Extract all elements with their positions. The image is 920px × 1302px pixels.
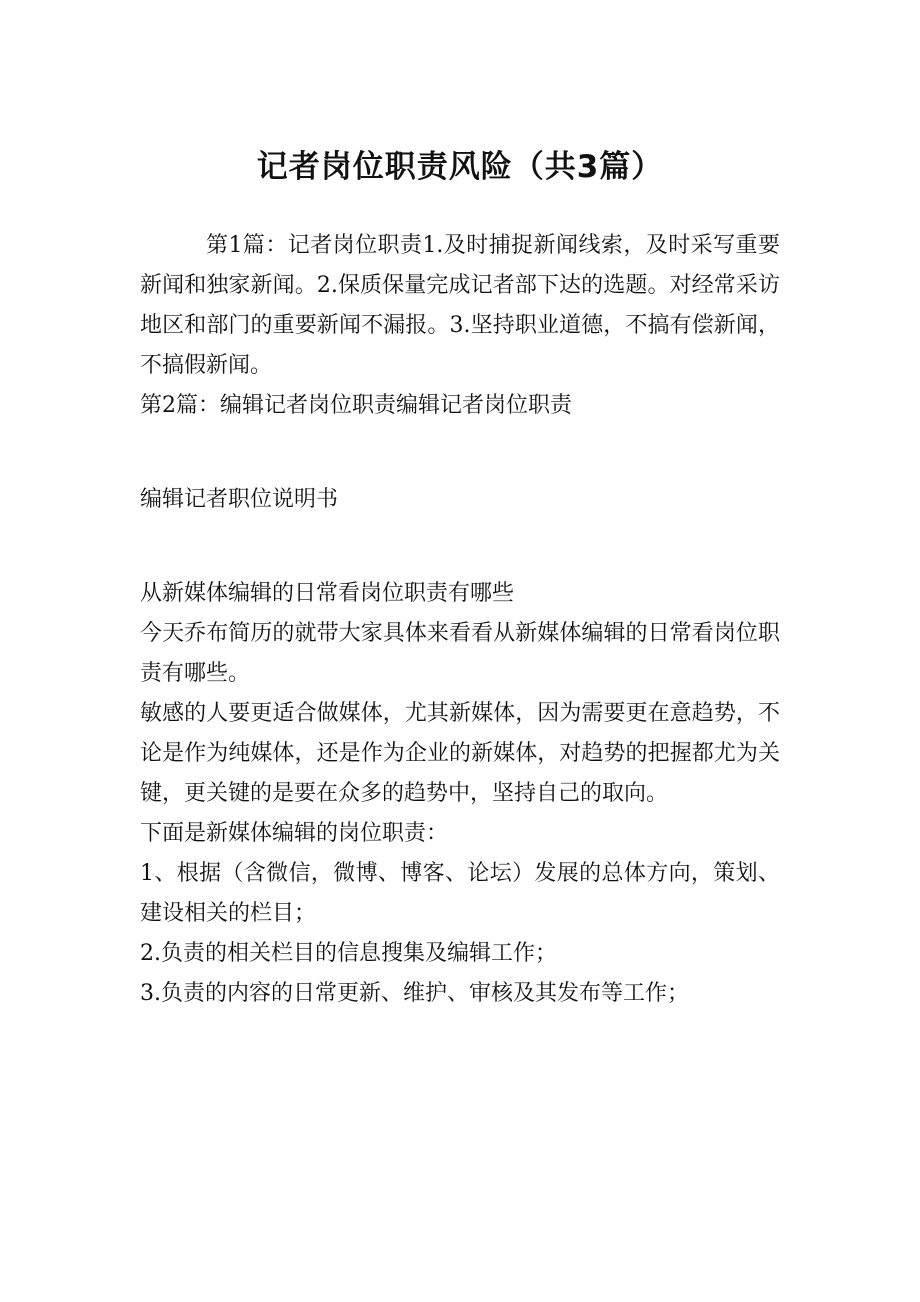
paragraph-spacer — [140, 520, 780, 574]
document-title: 记者岗位职责风险（共3篇） — [256, 149, 664, 185]
document-body — [140, 226, 780, 1014]
paragraph-duty-1: 1、根据（含微信，微博、博客、论坛）发展的总体方向，策划、建设相关的栏目； — [140, 861, 780, 926]
paragraph-subheading: 从新媒体编辑的日常看岗位职责有哪些 — [140, 581, 515, 606]
paragraph-spacer — [140, 426, 780, 480]
paragraph-job-description: 编辑记者职位说明书 — [140, 487, 339, 512]
paragraph-duty-3: 3.负责的内容的日常更新、维护、审核及其发布等工作； — [140, 981, 689, 1006]
paragraph-sensitivity: 敏感的人要更适合做媒体，尤其新媒体，因为需要更在意趋势，不论是作为纯媒体，还是作为企业的新媒体，对趋势的把握都尤为关键，更关键的是要在众多的趋势中，坚持自己的取向。 — [140, 701, 780, 806]
paragraph-duties-heading: 下面是新媒体编辑的岗位职责： — [140, 821, 449, 846]
paragraph-part2-heading: 第2篇：编辑记者岗位职责编辑记者岗位职责 — [140, 393, 572, 418]
paragraph-part1: 第1篇：记者岗位职责1.及时捕捉新闻线索，及时采写重要新闻和独家新闻。2.保质保量完成记者部下达的选题。对经常采访地区和部门的重要新闻不漏报。3.坚持职业道德，不搞有偿新闻，不搞假新闻。 — [140, 233, 780, 378]
paragraph-duty-2: 2.负责的相关栏目的信息搜集及编辑工作； — [140, 941, 557, 966]
paragraph-intro: 今天乔布简历的就带大家具体来看看从新媒体编辑的日常看岗位职责有哪些。 — [140, 621, 780, 686]
